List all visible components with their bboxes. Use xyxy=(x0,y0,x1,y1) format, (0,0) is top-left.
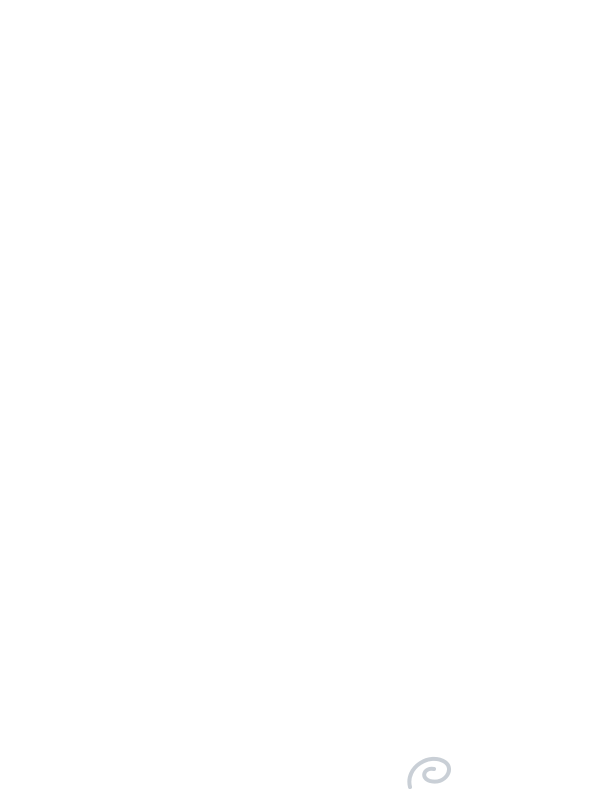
watermark-swirl-icon xyxy=(400,747,460,797)
site-watermark xyxy=(400,747,575,797)
